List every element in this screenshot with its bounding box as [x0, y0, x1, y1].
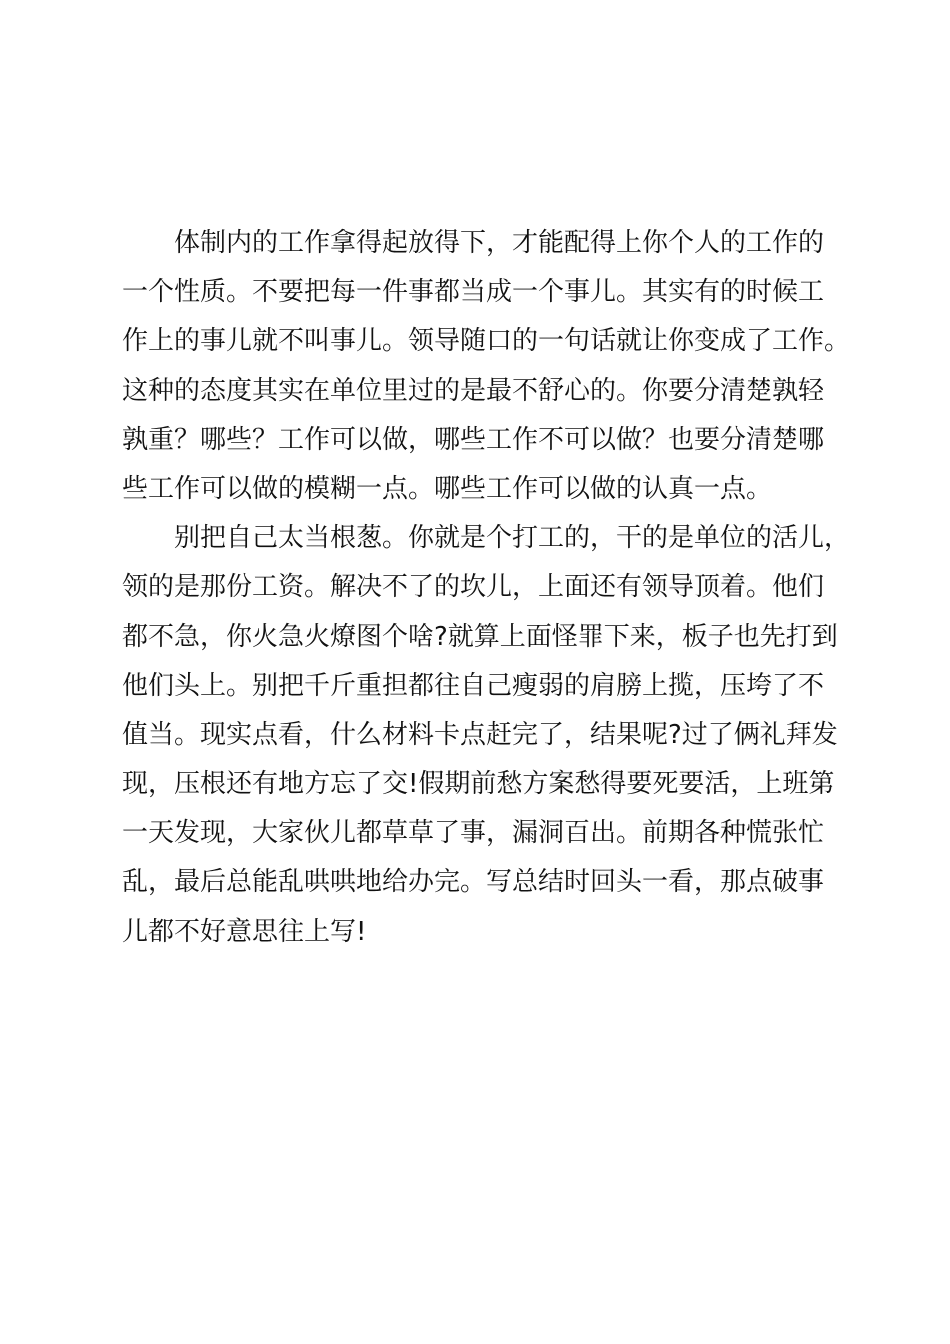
text-line: 现，压根还有地方忘了交!假期前愁方案愁得要死要活，上班第: [122, 769, 835, 800]
text-line: 值当。现实点看，什么材料卡点赶完了，结果呢?过了俩礼拜发: [122, 719, 838, 750]
text-line: 儿都不好意思往上写!: [122, 916, 367, 947]
text-line: 都不急，你火急火燎图个啥?就算上面怪罪下来，板子也先打到: [122, 621, 838, 652]
text-line: 别把自己太当根葱。你就是个打工的，干的是单位的活儿，: [174, 523, 851, 554]
text-line: 孰重？哪些？工作可以做，哪些工作不可以做？也要分清楚哪: [122, 424, 825, 455]
body-text: [122, 219, 851, 957]
text-line: 乱，最后总能乱哄哄地给办完。写总结时回头一看，那点破事: [122, 867, 825, 898]
text-line: 作上的事儿就不叫事儿。领导随口的一句话就让你变成了工作。: [122, 326, 851, 357]
text-line: 些工作可以做的模糊一点。哪些工作可以做的认真一点。: [122, 473, 773, 504]
text-line: 体制内的工作拿得起放得下，才能配得上你个人的工作的: [174, 228, 825, 258]
text-line: 这种的态度其实在单位里过的是最不舒心的。你要分清楚孰轻: [122, 375, 825, 406]
text-line: 一个性质。不要把每一件事都当成一个事儿。其实有的时候工: [122, 277, 825, 308]
paragraph-1: [122, 219, 851, 514]
text-line: 一天发现，大家伙儿都草草了事，漏洞百出。前期各种慌张忙: [122, 818, 825, 849]
text-line: 他们头上。别把千斤重担都往自己瘦弱的肩膀上揽，压垮了不: [122, 670, 825, 701]
text-line: 领的是那份工资。解决不了的坎儿，上面还有领导顶着。他们: [122, 572, 825, 603]
paragraph-2: [122, 514, 851, 957]
